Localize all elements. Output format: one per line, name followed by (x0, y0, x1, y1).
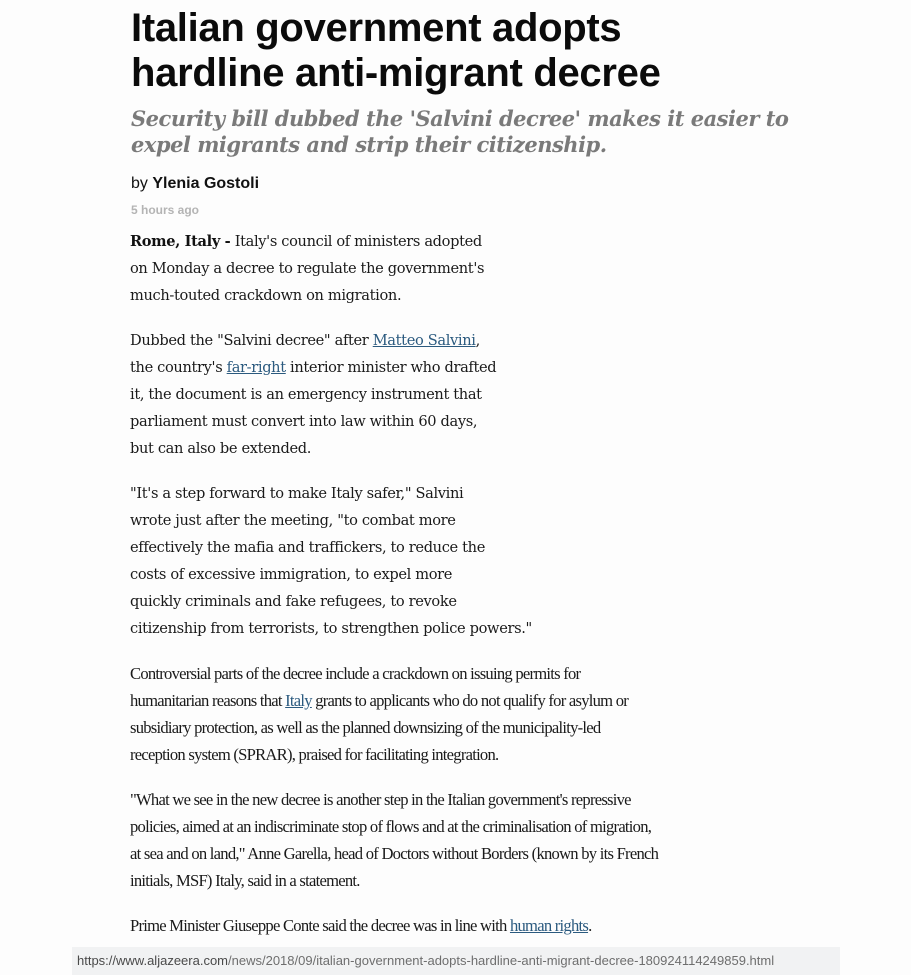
article-standfirst (131, 106, 831, 158)
author-name[interactable]: Ylenia Gostoli (152, 175, 260, 192)
paragraph-text: quickly criminals and fake refugees, to revoke (130, 593, 457, 610)
paragraph-text: citizenship from terrorists, to strengthen police powers." (130, 620, 532, 637)
article-timestamp: 5 hours ago (131, 203, 200, 217)
paragraph-text: it, the document is an emergency instrument that (130, 386, 482, 403)
paragraph-text: grants to applicants who do not qualify for asylum or (315, 691, 629, 710)
paragraph-6 (130, 912, 810, 939)
headline-line: hardline anti-migrant decree (131, 51, 661, 95)
paragraph-text: Prime Minister Giuseppe Conte said the decree was in line with (130, 916, 507, 935)
paragraph-1 (130, 228, 810, 309)
paragraph-text: Dubbed the "Salvini decree" after (130, 332, 369, 349)
paragraph-text: the country's (130, 359, 223, 376)
paragraph-text: . (588, 916, 592, 935)
status-url-path: /news/2018/09/italian-government-adopts-hardline-anti-migrant-decree-180924114249859.html (228, 953, 775, 968)
paragraph-text: at sea and on land," Anne Garella, head of Doctors without Borders (known by its French (130, 844, 659, 863)
link-matteo-salvini[interactable]: Matteo Salvini (372, 332, 476, 349)
standfirst-line: Security bill dubbed the 'Salvini decree' makes it easier to (131, 106, 789, 131)
byline-prefix: by (131, 175, 148, 192)
paragraph-text: initials, MSF) Italy, said in a statement. (130, 871, 360, 890)
paragraph-text: but can also be extended. (130, 440, 312, 457)
paragraph-text: parliament must convert into law within 60 days, (130, 413, 478, 430)
paragraph-text: costs of excessive immigration, to expel more (130, 566, 453, 583)
browser-status-bar-url (72, 947, 840, 975)
paragraph-text: , (475, 332, 480, 349)
paragraph-4 (130, 660, 810, 768)
paragraph-text: subsidiary protection, as well as the planned downsizing of the municipality-led (130, 718, 601, 737)
paragraph-text: effectively the mafia and traffickers, to reduce the (130, 539, 485, 556)
headline-line: Italian government adopts (131, 6, 622, 50)
link-far-right[interactable]: far-right (226, 359, 286, 376)
paragraph-text: wrote just after the meeting, "to combat more (130, 512, 456, 529)
article-byline (131, 174, 259, 194)
paragraph-text: on Monday a decree to regulate the government's (130, 260, 485, 277)
paragraph-text: Controversial parts of the decree include a crackdown on issuing permits for (130, 664, 581, 683)
paragraph-text: humanitarian reasons that (130, 691, 282, 710)
paragraph-text: much-touted crackdown on migration. (130, 287, 402, 304)
standfirst-line: expel migrants and strip their citizenship. (131, 132, 607, 157)
paragraph-text: "It's a step forward to make Italy safer," Salvini (130, 485, 464, 502)
paragraph-text: Italy's council of ministers adopted (234, 233, 482, 250)
paragraph-3 (130, 480, 810, 642)
paragraph-text: reception system (SPRAR), praised for facilitating integration. (130, 745, 499, 764)
paragraph-text: policies, aimed at an indiscriminate stop of flows and at the criminalisation of migration, (130, 817, 652, 836)
status-url-host: https://www.aljazeera.com (77, 953, 229, 968)
link-human-rights[interactable]: human rights (509, 916, 589, 935)
paragraph-5 (130, 786, 810, 894)
link-italy[interactable]: Italy (285, 691, 312, 710)
article-headline (131, 6, 851, 96)
paragraph-text: interior minister who drafted (290, 359, 497, 376)
paragraph-2 (130, 327, 810, 462)
dateline: Rome, Italy - (130, 233, 231, 250)
article-body (130, 228, 810, 957)
paragraph-text: "What we see in the new decree is another step in the Italian government's repressive (130, 790, 631, 809)
